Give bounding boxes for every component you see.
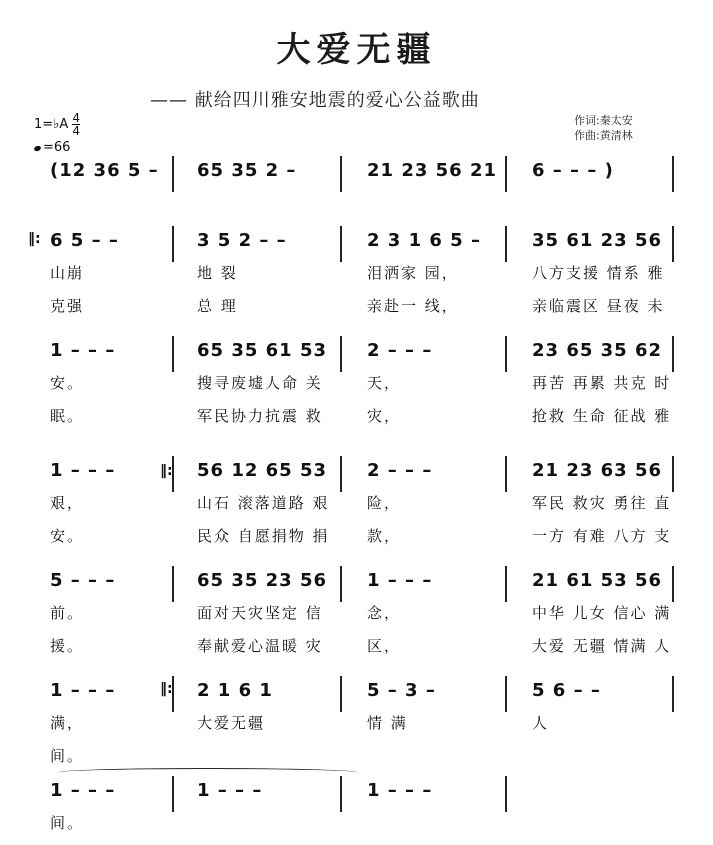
bar-line [340, 676, 342, 712]
measure-notes: 35 61 23 56 [532, 230, 662, 251]
lyric-text: 天， [367, 374, 402, 392]
lyric-text: 间。 [50, 747, 85, 765]
lyric-text: 满， [50, 714, 85, 732]
quarter-note-icon [33, 145, 41, 152]
bar-line [172, 156, 174, 192]
bar-line [672, 676, 674, 712]
bar-line [505, 336, 507, 372]
lyric-text: 山崩 [50, 264, 85, 282]
lyric-text: 间。 [50, 814, 85, 832]
lyric-text: 总 理 [197, 297, 238, 315]
measure-notes: 2 – – – [367, 340, 433, 361]
measure-notes: 1 – – – [50, 680, 116, 701]
lyric-text: 灾， [367, 407, 402, 425]
lyric-text: 安。 [50, 527, 85, 545]
measure-notes: 56 12 65 53 [197, 460, 327, 481]
lyric-text: 援。 [50, 637, 85, 655]
lyric-text: 艰， [50, 494, 85, 512]
bar-line [172, 336, 174, 372]
tie-slur [58, 768, 358, 777]
bar-line [505, 456, 507, 492]
measure-notes: 1 – – – [367, 780, 433, 801]
measure-notes: 21 61 53 56 [532, 570, 662, 591]
measure-notes: 2 3 1 6 5 – [367, 230, 481, 251]
composer-credit: 作曲:黄清林 [574, 129, 633, 142]
bar-line [505, 676, 507, 712]
lyricist-credit: 作词:秦太安 [574, 114, 633, 127]
measure-notes: 1 – – – [50, 460, 116, 481]
key-flat: ♭ [53, 117, 60, 132]
measure-notes: 21 23 63 56 [532, 460, 662, 481]
tempo-mark [34, 140, 70, 155]
measure-notes: 5 – 3 – [367, 680, 436, 701]
measure-notes: 5 6 – – [532, 680, 601, 701]
repeat-sign-icon: ‖: [28, 231, 41, 247]
measure-notes: 21 23 56 21 [367, 160, 497, 181]
lyric-text: 民众 自愿捐物 捐 [197, 527, 330, 545]
time-signature [72, 112, 80, 137]
bar-line [672, 566, 674, 602]
lyric-text: 搜寻废墟人命 关 [197, 374, 323, 392]
song-title: 大爱无疆 [276, 30, 437, 70]
lyric-text: 眠。 [50, 407, 85, 425]
measure-notes: 2 – – – [367, 460, 433, 481]
bar-line [505, 226, 507, 262]
lyric-text: 大爱无疆 [197, 714, 266, 732]
measure-notes: 6 5 – – [50, 230, 119, 251]
measure-notes: 65 35 23 56 [197, 570, 327, 591]
bar-line [340, 566, 342, 602]
bar-line [340, 156, 342, 192]
bar-line [505, 776, 507, 812]
lyric-text: 山石 滚落道路 艰 [197, 494, 330, 512]
lyric-text: 八方支援 情系 雅 [532, 264, 665, 282]
bar-line [340, 226, 342, 262]
measure-notes: 1 – – – [197, 780, 263, 801]
measure-notes: 5 – – – [50, 570, 116, 591]
bar-line [172, 566, 174, 602]
lyric-text: 人 [532, 714, 550, 732]
bar-line [340, 336, 342, 372]
bar-line [672, 226, 674, 262]
lyric-text: 奉献爱心温暖 灾 [197, 637, 323, 655]
song-subtitle: —— 献给四川雅安地震的爱心公益歌曲 [150, 90, 480, 111]
measure-notes: 65 35 61 53 [197, 340, 327, 361]
measure-notes: 2 1 6 1 [197, 680, 273, 701]
lyric-text: 区， [367, 637, 402, 655]
measure-notes: 65 35 2 – [197, 160, 297, 181]
lyric-text: 念， [367, 604, 402, 622]
measure-notes: 1 – – – [367, 570, 433, 591]
bar-line [340, 776, 342, 812]
measure-notes: 6 – – – ) [532, 160, 614, 181]
lyric-text: 军民 救灾 勇往 直 [532, 494, 672, 512]
lyric-text: 一方 有难 八方 支 [532, 527, 672, 545]
lyric-text: 克强 [50, 297, 85, 315]
lyric-text: 情 满 [367, 714, 408, 732]
measure-notes: 1 – – – [50, 780, 116, 801]
lyric-text: 抢救 生命 征战 雅 [532, 407, 672, 425]
repeat-sign-icon: ‖: [160, 681, 173, 697]
lyric-text: 亲临震区 昼夜 未 [532, 297, 665, 315]
bar-line [505, 156, 507, 192]
time-top: 4 [72, 111, 80, 125]
key-letter: A [59, 117, 69, 132]
measure-notes: 1 – – – [50, 340, 116, 361]
time-bottom: 4 [72, 124, 80, 138]
key-signature [34, 112, 80, 137]
bar-line [340, 456, 342, 492]
bar-line [172, 776, 174, 812]
bar-line [672, 336, 674, 372]
measure-notes: 23 65 35 62 [532, 340, 662, 361]
lyric-text: 亲赴一 线， [367, 297, 459, 315]
lyric-text: 险， [367, 494, 402, 512]
lyric-text: 安。 [50, 374, 85, 392]
bar-line [672, 456, 674, 492]
tempo-value: =66 [43, 140, 71, 155]
key-prefix: 1= [34, 117, 54, 132]
repeat-sign-icon: ‖: [160, 463, 173, 479]
lyric-text: 军民协力抗震 救 [197, 407, 323, 425]
lyric-text: 再苦 再累 共克 时 [532, 374, 672, 392]
lyric-text: 地 裂 [197, 264, 238, 282]
measure-notes: (12 36 5 – [50, 160, 159, 181]
bar-line [672, 156, 674, 192]
lyric-text: 款， [367, 527, 402, 545]
lyric-text: 泪洒家 园， [367, 264, 459, 282]
lyric-text: 面对天灾坚定 信 [197, 604, 323, 622]
lyric-text: 中华 儿女 信心 满 [532, 604, 672, 622]
bar-line [172, 226, 174, 262]
measure-notes: 3 5 2 – – [197, 230, 287, 251]
lyric-text: 前。 [50, 604, 85, 622]
bar-line [505, 566, 507, 602]
lyric-text: 大爱 无疆 情满 人 [532, 637, 672, 655]
